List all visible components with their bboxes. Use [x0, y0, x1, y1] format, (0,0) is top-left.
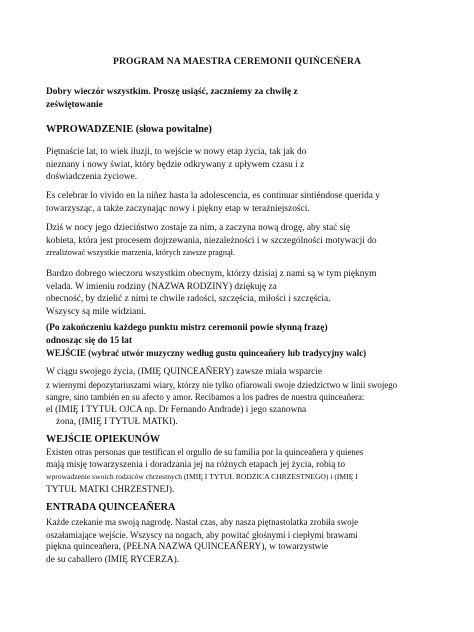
- paragraph-1: Piętnaście lat, to wiek iluzji, to wejście w nowy etap życia, tak jak do nieznany i nowy świat, który będzie odkrywany z upływem czasu i z doświadczenia życiowe.: [46, 147, 307, 183]
- page-title: PROGRAM NA MAESTRA CEREMONII QUIŃCEŃERA: [112, 56, 362, 67]
- paragraph-2: Es celebrar lo vivido en la niñez hasta la adolescencia, es continuar sintiéndose querida y towarzysząc, a także zaczynając nowy i piękny etap w teraźniejszości.: [46, 191, 380, 214]
- heading-wprowadzenie: WPROWADZENIE (słowa powitalne): [46, 124, 212, 135]
- paragraph-3: Dziś w nocy jego dzieciństwo zostaje za nim, a zaczyna nową drogę, aby stać się kobieta, która jest procesem dojrzewania, niezależności i w szczególności motywacji do zrealizować wszystkie marzenia, których zawsze pragnął.: [46, 223, 377, 258]
- paragraph-7: Każde czekanie ma swoją nagrodę. Nastał czas, aby nasza piętnastolatka zrobiła swoje oszałamiające wejście. Wszyscy na nogach, aby powitać głośnymi i ciepłymi brawami piękna quinceañera, (PEŁNA NAZWA QUINCEAÑERY), w towarzystwie de su caballero (IMIĘ RYCERZA).: [46, 517, 359, 565]
- ceremony-note: (Po zakończeniu każdego punktu mistrz ceremonii powie słynną frazę) odnosząc się do 15 lat WEJŚCIE (wybrać utwór muzyczny według gustu quinceañery lub tradycyjny walc): [46, 323, 367, 359]
- paragraph-4: Bardzo dobrego wieczoru wszystkim obecnym, którzy dzisiaj z nami są w tym pięknym velada. W imieniu rodziny (NAZWA RODZINY) dziękuję za obecność, by dzielić z nimi te chwile radości, szczęścia, miłości i szczęścia. Wszyscy są mile widziani.: [46, 269, 377, 317]
- intro-text: Dobry wieczór wszystkim. Proszę usiąść, zaczniemy za chwilę z zeświętowanie: [46, 87, 298, 110]
- heading-entrada: ENTRADA QUINCEAÑERA: [46, 502, 176, 513]
- paragraph-5: W ciągu swojego życia, (IMIĘ QUINCEAÑERY) zawsze miała wsparcie z wiernymi depozytariuszami wiary, którzy nie tylko ofiarowali swoje dziedzictwo w linii swojego sangre, sino también en su afecto y amor. Recibamos a los padres de nuestra quinceañera: el (IMIĘ I TYTUŁ OJCA np. Dr Fernando Andrade) i jego szanowna żona, (IMIĘ I TYTUŁ MATKI).: [46, 367, 398, 428]
- heading-opiekunow: WEJŚCIE OPIEKUNÓW: [46, 434, 161, 445]
- paragraph-6: Existen otras personas que testifican el orgullo de su familia por la quinceañera y quienes mają misję towarzyszenia i doradzania jej na różnych etapach jej życia, robią to wprowadzenie swoich rodziców chrzestnych (IMIĘ I TYTUŁ RODZICA CHRZESTNEGO) i (IMIĘ I TYTUŁ MATKI CHRZESTNEJ).: [46, 447, 364, 495]
